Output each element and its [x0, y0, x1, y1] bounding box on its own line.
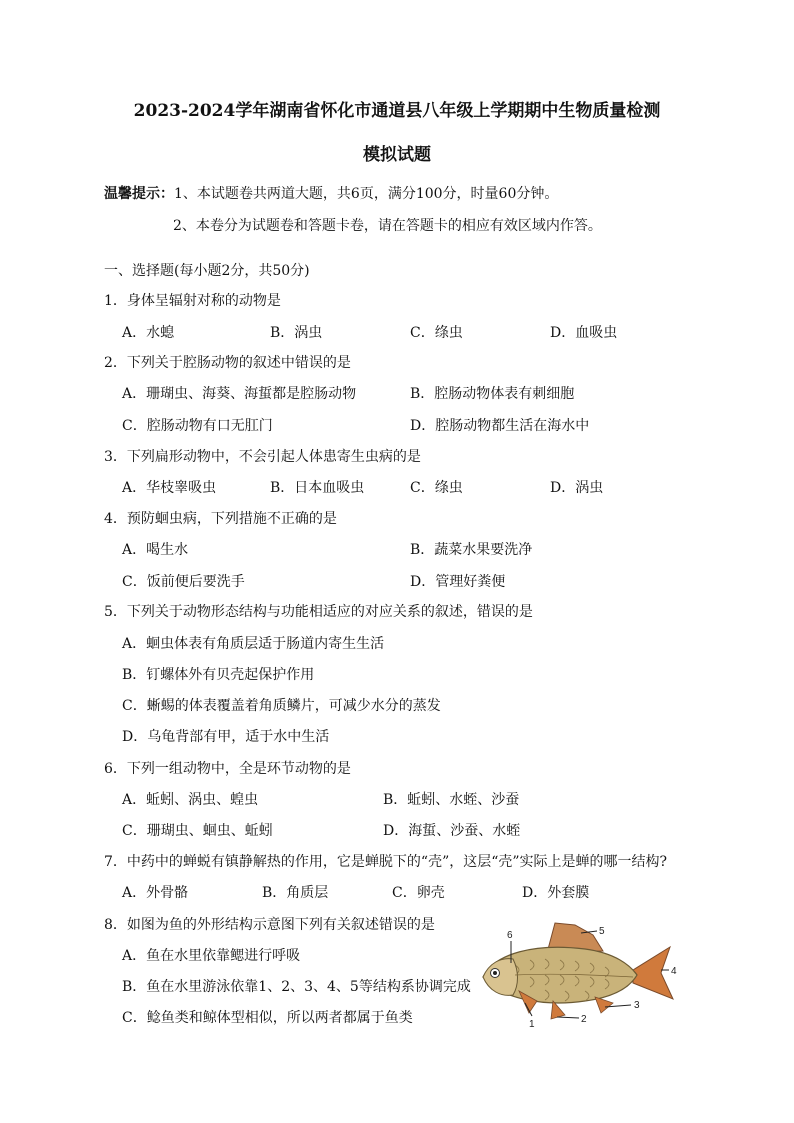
- pelvic-fin: [551, 1001, 565, 1019]
- label-5: 5: [599, 926, 605, 937]
- option: B．日本血吸虫: [270, 480, 365, 496]
- option: A．水螅: [122, 325, 175, 341]
- option: B．角质层: [262, 885, 329, 901]
- tips-label: 温馨提示：: [104, 186, 174, 202]
- option: D．腔肠动物都生活在海水中: [410, 418, 590, 434]
- question-stem: 2．下列关于腔肠动物的叙述中错误的是: [104, 355, 351, 371]
- option: C．卵壳: [392, 885, 445, 901]
- question-stem: 7．中药中的蝉蜕有镇静解热的作用，它是蝉脱下的“壳”，这层“壳”实际上是蝉的哪一结构?: [104, 854, 668, 870]
- section-heading: 一、选择题(每小题2分，共50分): [104, 263, 310, 279]
- option: D．外套膜: [522, 885, 590, 901]
- option: A．华枝睾吸虫: [122, 480, 217, 496]
- option: B．腔肠动物体表有刺细胞: [410, 386, 575, 402]
- option: D．乌龟背部有甲，适于水中生活: [122, 729, 330, 745]
- label-6: 6: [507, 930, 513, 941]
- question-stem: 3．下列扁形动物中，不会引起人体患寄生虫病的是: [104, 449, 421, 465]
- question-stem: 5．下列关于动物形态结构与功能相适应的对应关系的叙述，错误的是: [104, 604, 533, 620]
- tips-item1: 1、本试题卷共两道大题，共6页，满分100分，时量60分钟。: [174, 186, 559, 202]
- tail-fin: [633, 947, 673, 999]
- question-stem: 4．预防蛔虫病，下列措施不正确的是: [104, 511, 337, 527]
- question-stem: 6．下列一组动物中，全是环节动物的是: [104, 761, 351, 777]
- option: B．蔬菜水果要洗净: [410, 542, 533, 558]
- option: C．绦虫: [410, 325, 463, 341]
- option: B．钉螺体外有贝壳起保护作用: [122, 667, 315, 683]
- anal-fin: [595, 997, 613, 1013]
- tips-item2: 2、本卷分为试题卷和答题卡卷，请在答题卡的相应有效区域内作答。: [173, 218, 602, 234]
- question-stem: 1．身体呈辐射对称的动物是: [104, 293, 281, 309]
- option: C．饭前便后要洗手: [122, 574, 245, 590]
- exam-title-line1: 2023-2024学年湖南省怀化市通道县八年级上学期期中生物质量检测: [133, 101, 661, 121]
- option: C．腔肠动物有口无肛门: [122, 418, 273, 434]
- option: C．鲶鱼类和鲸体型相似，所以两者都属于鱼类: [122, 1010, 413, 1026]
- gill-cover: [483, 959, 518, 996]
- option: D．海蜇、沙蚕、水蛭: [383, 823, 521, 839]
- option: A．喝生水: [122, 542, 189, 558]
- option: A．外骨骼: [122, 885, 189, 901]
- tips-line1: [104, 185, 558, 203]
- option: C．珊瑚虫、蛔虫、蚯蚓: [122, 823, 273, 839]
- label-1: 1: [529, 1019, 535, 1030]
- option: A．蚯蚓、涡虫、蝗虫: [122, 792, 259, 808]
- option: A．珊瑚虫、海葵、海蜇都是腔肠动物: [122, 386, 357, 402]
- option: D．涡虫: [550, 480, 604, 496]
- option: C．绦虫: [410, 480, 463, 496]
- fish-diagram: [475, 915, 690, 1030]
- label-4: 4: [671, 966, 677, 977]
- option: A．鱼在水里依靠鳃进行呼吸: [122, 948, 301, 964]
- question-stem: 8．如图为鱼的外形结构示意图下列有关叙述错误的是: [104, 917, 435, 933]
- option: C．蜥蜴的体表覆盖着角质鳞片，可减少水分的蒸发: [122, 698, 441, 714]
- option: D．管理好粪便: [410, 574, 506, 590]
- exam-title-line2: 模拟试题: [363, 145, 431, 165]
- label-2: 2: [581, 1014, 587, 1025]
- option: D．血吸虫: [550, 325, 618, 341]
- option: B．涡虫: [270, 325, 323, 341]
- option: A．蛔虫体表有角质层适于肠道内寄生生活: [122, 636, 385, 652]
- label-3: 3: [634, 1000, 640, 1011]
- option: B．鱼在水里游泳依靠1、2、3、4、5等结构系协调完成: [122, 979, 471, 995]
- option: B．蚯蚓、水蛭、沙蚕: [383, 792, 520, 808]
